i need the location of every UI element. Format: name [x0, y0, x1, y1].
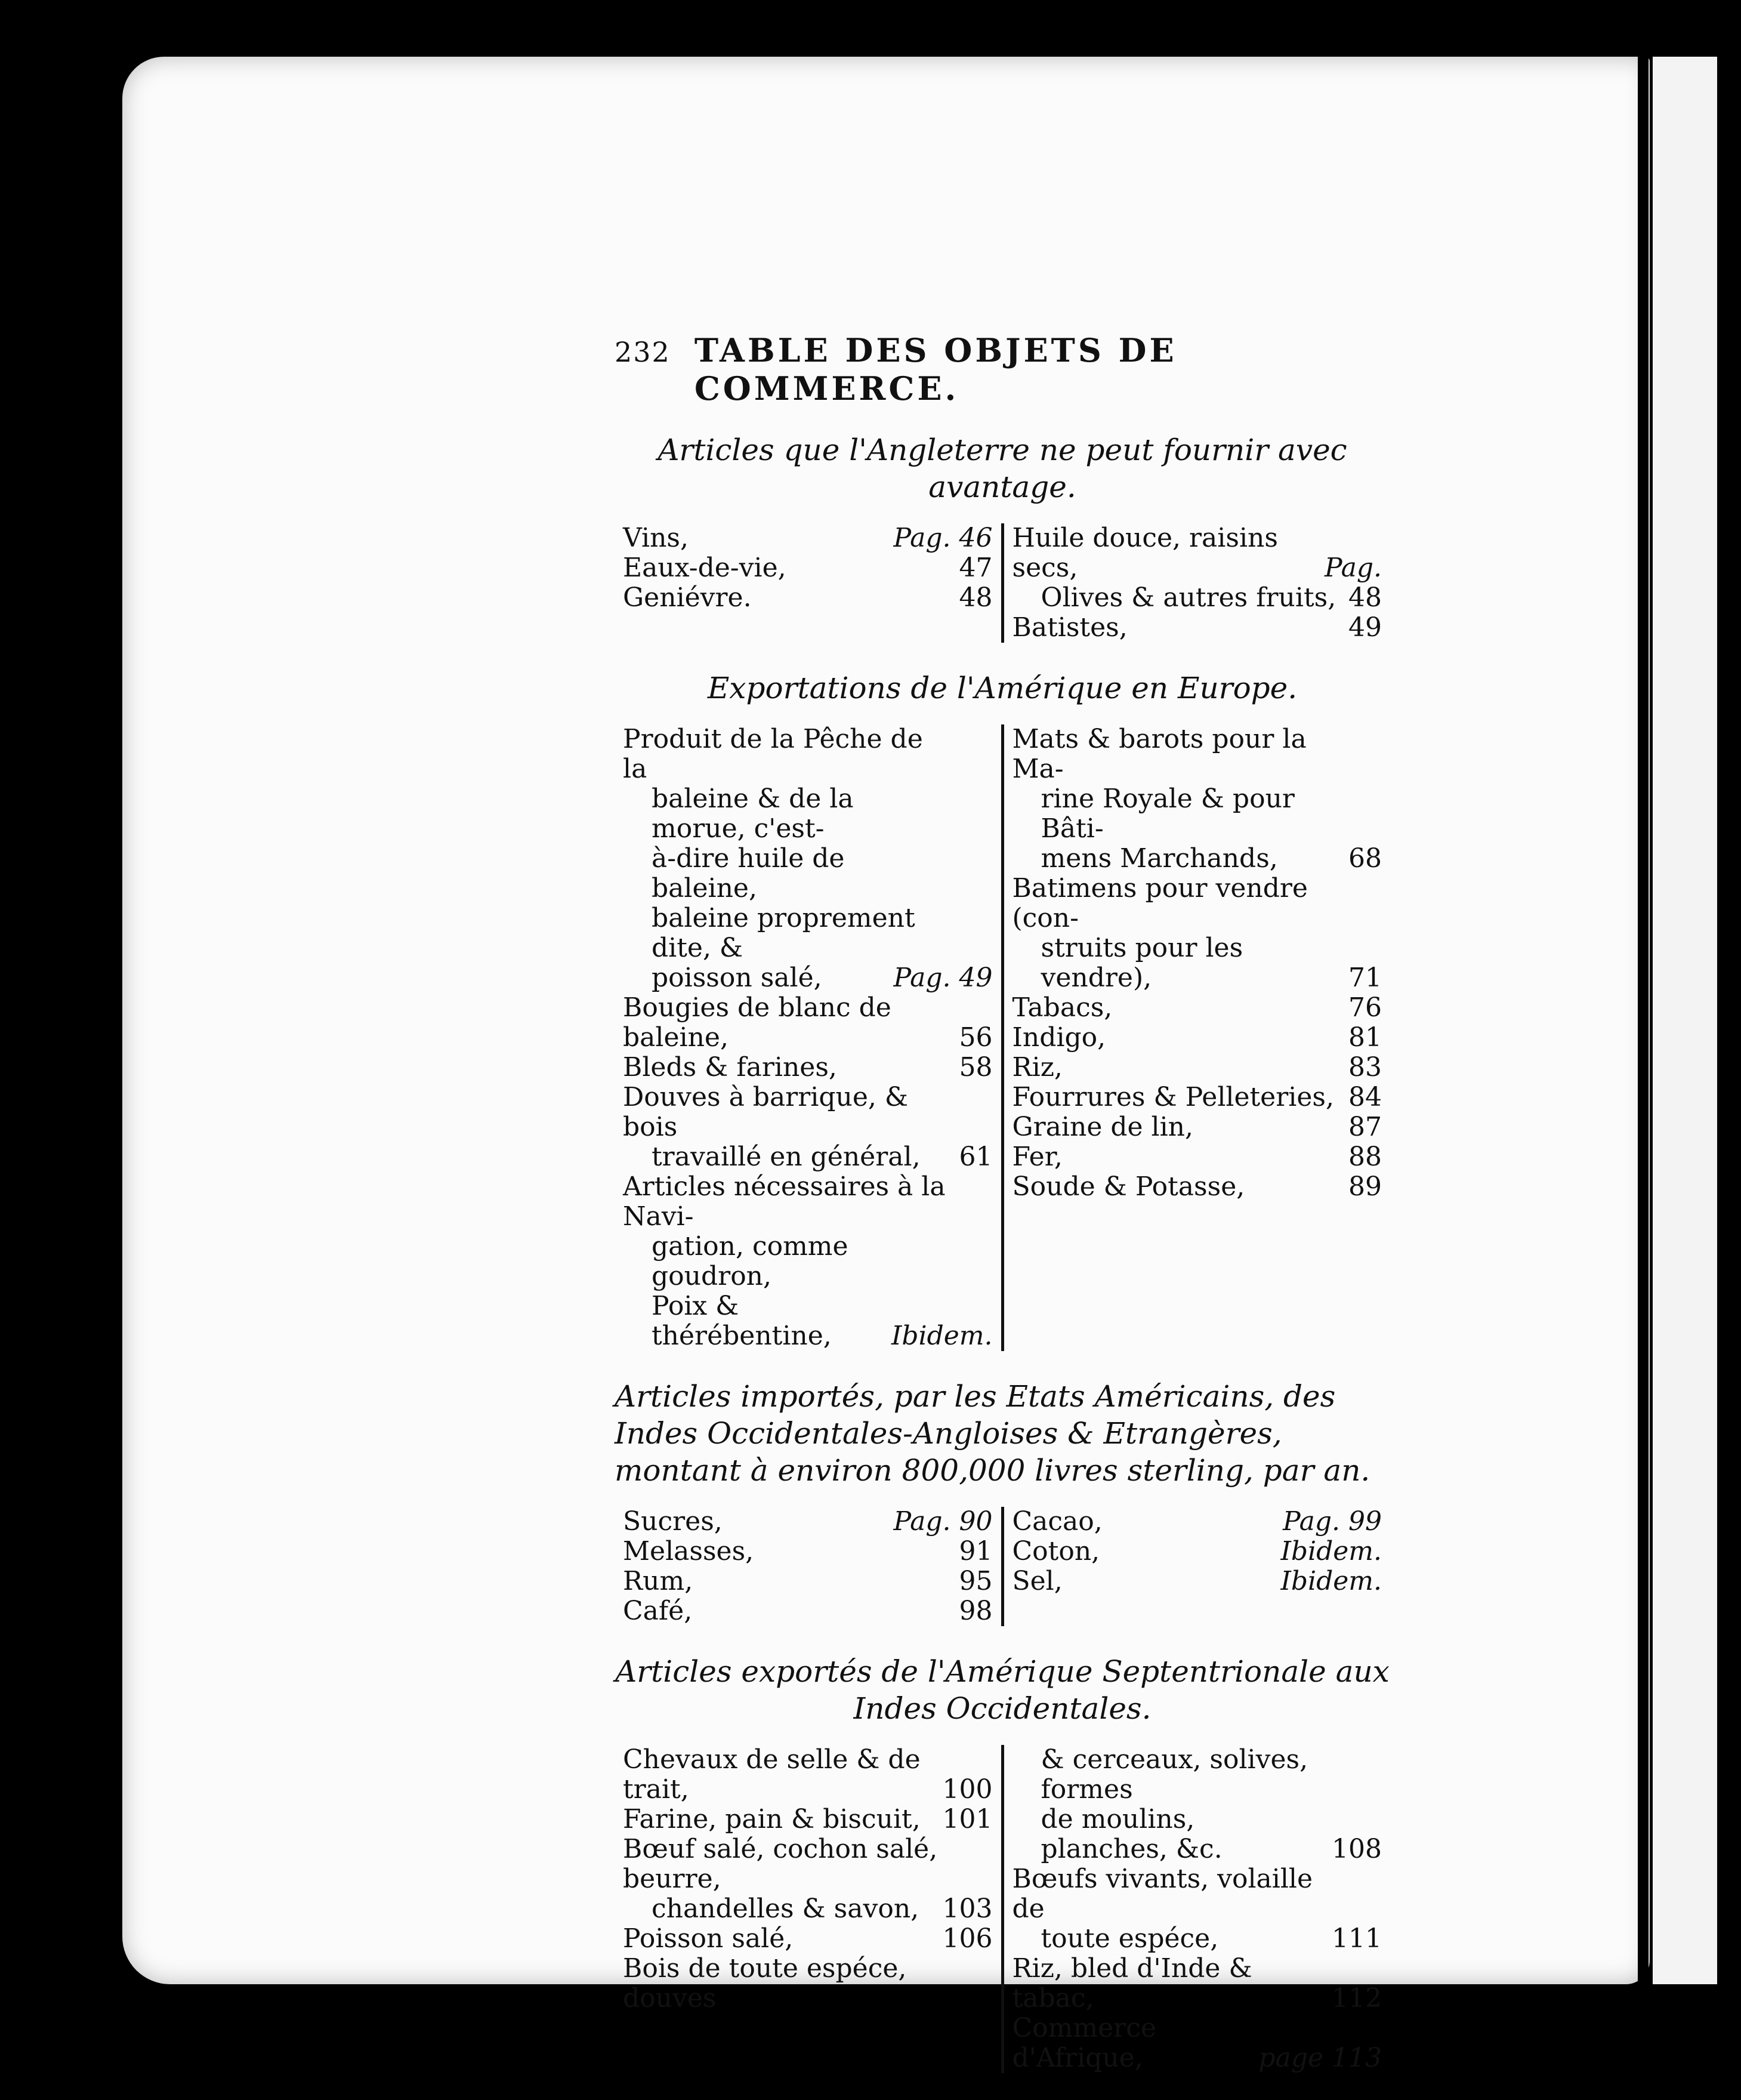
index-entry: [1013, 1507, 1382, 1537]
running-head: [615, 331, 1390, 408]
entry-page: 83: [1348, 1052, 1382, 1083]
index-entry: [1013, 1083, 1382, 1112]
entry-page: page 113: [1258, 2043, 1382, 2073]
entry-text: Bougies de blanc de baleine,: [623, 992, 891, 1053]
index-entry: [1013, 1864, 1382, 1924]
entry-text: Cacao,: [1012, 1506, 1103, 1537]
index-entry: [623, 1083, 993, 1142]
entry-text: Geniévre.: [623, 582, 752, 613]
entry-text: Poix & thérébentine,: [652, 1291, 832, 1351]
entry-text: Indigo,: [1012, 1022, 1106, 1053]
left-column: [615, 523, 1001, 643]
entry-text: toute espéce,: [1041, 1923, 1219, 1954]
entry-text: baleine proprement dite, &: [652, 903, 915, 963]
index-entry: [623, 523, 993, 553]
entry-page: 48: [959, 582, 993, 613]
entry-text: mens Marchands,: [1041, 843, 1278, 874]
page-gutter: [1638, 57, 1649, 1984]
entry-page: 56: [959, 1022, 993, 1053]
entry-text: Vins,: [623, 523, 689, 553]
section-columns: [615, 523, 1390, 643]
section-title: Exportations de l'Amérique en Europe.: [707, 671, 1298, 705]
entry-page: 87: [1348, 1112, 1382, 1142]
index-entry: [1013, 784, 1382, 844]
entry-text: Produit de la Pêche de la: [623, 724, 923, 784]
entry-text: Commerce d'Afrique,: [1012, 2013, 1156, 2073]
entry-text: Bois de toute espéce, douves: [623, 1953, 907, 2013]
entry-text: Bleds & farines,: [623, 1052, 837, 1083]
entry-text: Batimens pour vendre (con-: [1012, 873, 1308, 933]
left-column: [615, 1745, 1001, 2073]
entry-text: baleine & de la morue, c'est-: [652, 784, 854, 844]
index-entry: [1013, 523, 1382, 583]
entry-page: 84: [1348, 1082, 1382, 1112]
entry-text: Rum,: [623, 1566, 693, 1596]
entry-text: Melasses,: [623, 1536, 754, 1566]
index-entry: [1013, 583, 1382, 613]
index-entry: [1013, 1537, 1382, 1566]
entry-text: Riz,: [1012, 1052, 1063, 1083]
entry-text: Chevaux de selle & de trait,: [623, 1744, 921, 1805]
entry-page: 49: [1348, 612, 1382, 643]
facing-page-edge: [1653, 57, 1717, 1984]
entry-page: Pag. 99: [1283, 1506, 1382, 1537]
index-entry: [623, 903, 993, 963]
index-entry: [623, 1291, 993, 1351]
entry-text: chandelles & savon,: [652, 1894, 919, 1924]
section-columns: [615, 1507, 1390, 1626]
left-column: [615, 1507, 1001, 1626]
index-entry: [1013, 613, 1382, 643]
entry-page: 81: [1348, 1022, 1382, 1053]
entry-page: 71: [1348, 963, 1382, 993]
index-entry: [1013, 844, 1382, 874]
right-column: [1001, 1745, 1391, 2073]
entry-text: Café,: [623, 1596, 693, 1626]
entry-page: 88: [1348, 1142, 1382, 1172]
entry-text: & cerceaux, solives, formes: [1041, 1744, 1308, 1805]
index-entry: [1013, 1924, 1382, 1954]
entry-text: Olives & autres fruits,: [1041, 582, 1336, 613]
section-title: Articles que l'Angleterre ne peut fournir avec avantage.: [657, 433, 1347, 504]
entry-page: 98: [959, 1596, 993, 1626]
index-entry: [623, 1566, 993, 1596]
entry-text: Batistes,: [1012, 612, 1128, 643]
index-entry: [1013, 874, 1382, 933]
entry-page: Pag. 46: [893, 523, 993, 553]
entry-page: 112: [1332, 1983, 1382, 2013]
entry-page: Ibidem.: [1280, 1536, 1382, 1566]
entry-page: 100: [942, 1774, 993, 1805]
entry-text: Bœuf salé, cochon salé, beurre,: [623, 1834, 938, 1894]
entry-page: 76: [1348, 992, 1382, 1023]
running-title: TABLE DES OBJETS DE COMMERCE.: [694, 331, 1177, 408]
entry-text: Douves à barrique, & bois: [623, 1082, 909, 1142]
entry-page: 111: [1332, 1923, 1382, 1954]
index-entry: [623, 1053, 993, 1083]
entry-text: Articles nécessaires à la Navi-: [623, 1171, 946, 1232]
section-title: Articles exportés de l'Amérique Septentrionale aux Indes Occidentales.: [615, 1654, 1390, 1726]
index-entry: [1013, 1112, 1382, 1142]
index-entry: [1013, 1745, 1382, 1805]
index-entry: [623, 1596, 993, 1626]
index-entry: [623, 1232, 993, 1291]
entry-page: 47: [959, 553, 993, 583]
entry-text: Poisson salé,: [623, 1923, 794, 1954]
index-entry: [1013, 993, 1382, 1023]
entry-page: Pag. 49: [893, 963, 993, 993]
entry-text: poisson salé,: [652, 963, 822, 993]
index-entry: [623, 963, 993, 993]
entry-text: Farine, pain & biscuit,: [623, 1804, 921, 1834]
entry-text: Soude & Potasse,: [1012, 1171, 1245, 1202]
index-entry: [1013, 1053, 1382, 1083]
index-entry: [623, 1954, 993, 2013]
entry-text: Fer,: [1012, 1142, 1063, 1172]
entry-page: 48: [1348, 582, 1382, 613]
entry-page: 89: [1348, 1171, 1382, 1202]
entry-text: gation, comme goudron,: [652, 1231, 848, 1291]
index-entry: [623, 1834, 993, 1894]
entry-text: Graine de lin,: [1012, 1112, 1194, 1142]
entry-page: 106: [942, 1923, 993, 1954]
page-number: 232: [615, 336, 671, 368]
index-entry: [1013, 1172, 1382, 1202]
index-entry: [623, 583, 993, 613]
index-entry: [1013, 1566, 1382, 1596]
entry-page: 108: [1332, 1834, 1382, 1864]
index-entry: [1013, 1023, 1382, 1053]
index-entry: [623, 1805, 993, 1834]
index-entry: [1013, 933, 1382, 993]
index-entry: [623, 724, 993, 784]
index-entry: [623, 1507, 993, 1537]
entry-page: Pag.: [1324, 553, 1382, 583]
index-entry: [623, 844, 993, 903]
index-entry: [623, 784, 993, 844]
left-column: [615, 724, 1001, 1351]
entry-page: 58: [959, 1052, 993, 1083]
page-text-block: [615, 331, 1390, 2100]
entry-text: Huile douce, raisins secs,: [1012, 523, 1278, 583]
index-entry: [623, 1172, 993, 1232]
entry-text: Sel,: [1012, 1566, 1063, 1596]
section-columns: [615, 1745, 1390, 2073]
index-entry: [1013, 1954, 1382, 2013]
entry-page: 61: [959, 1142, 993, 1172]
entry-page: Pag. 90: [893, 1506, 993, 1537]
entry-text: travaillé en général,: [652, 1142, 921, 1172]
right-column: [1001, 523, 1391, 643]
index-entry: [623, 993, 993, 1053]
entry-text: Eaux-de-vie,: [623, 553, 786, 583]
section-columns: [615, 724, 1390, 1351]
entry-text: Tabacs,: [1012, 992, 1113, 1023]
entry-text: rine Royale & pour Bâti-: [1041, 784, 1295, 844]
index-entry: [1013, 724, 1382, 784]
right-column: [1001, 724, 1391, 1351]
index-entry: [623, 1537, 993, 1566]
entry-text: Mats & barots pour la Ma-: [1012, 724, 1307, 784]
entry-page: Ibidem.: [891, 1321, 993, 1351]
section-title: Articles importés, par les Etats Américains, des Indes Occidentales-Angloises & Etrangères, montant à environ 800,000 livres sterling, par an.: [615, 1379, 1370, 1488]
index-entry: [1013, 1805, 1382, 1864]
entry-page: 101: [942, 1804, 993, 1834]
index-entry: [623, 1142, 993, 1172]
entry-text: Fourrures & Pelleteries,: [1012, 1082, 1334, 1112]
entry-text: de moulins, planches, &c.: [1041, 1804, 1223, 1864]
index-entry: [1013, 1142, 1382, 1172]
entry-text: Riz, bled d'Inde & tabac,: [1012, 1953, 1252, 2013]
entry-page: Ibidem.: [1280, 1566, 1382, 1596]
entry-page: 95: [959, 1566, 993, 1596]
entry-text: Sucres,: [623, 1506, 723, 1537]
index-entry: [623, 1924, 993, 1954]
index-entry: [623, 1745, 993, 1805]
right-column: [1001, 1507, 1391, 1626]
entry-page: 103: [942, 1894, 993, 1924]
entry-text: struits pour les vendre),: [1041, 933, 1243, 993]
entry-page: 91: [959, 1536, 993, 1566]
entry-text: à-dire huile de baleine,: [652, 843, 845, 903]
index-entry: [623, 1894, 993, 1924]
entry-text: Bœufs vivants, volaille de: [1012, 1864, 1313, 1924]
entry-page: 68: [1348, 843, 1382, 874]
index-entry: [1013, 2013, 1382, 2073]
entry-text: Coton,: [1012, 1536, 1100, 1566]
index-entry: [623, 553, 993, 583]
